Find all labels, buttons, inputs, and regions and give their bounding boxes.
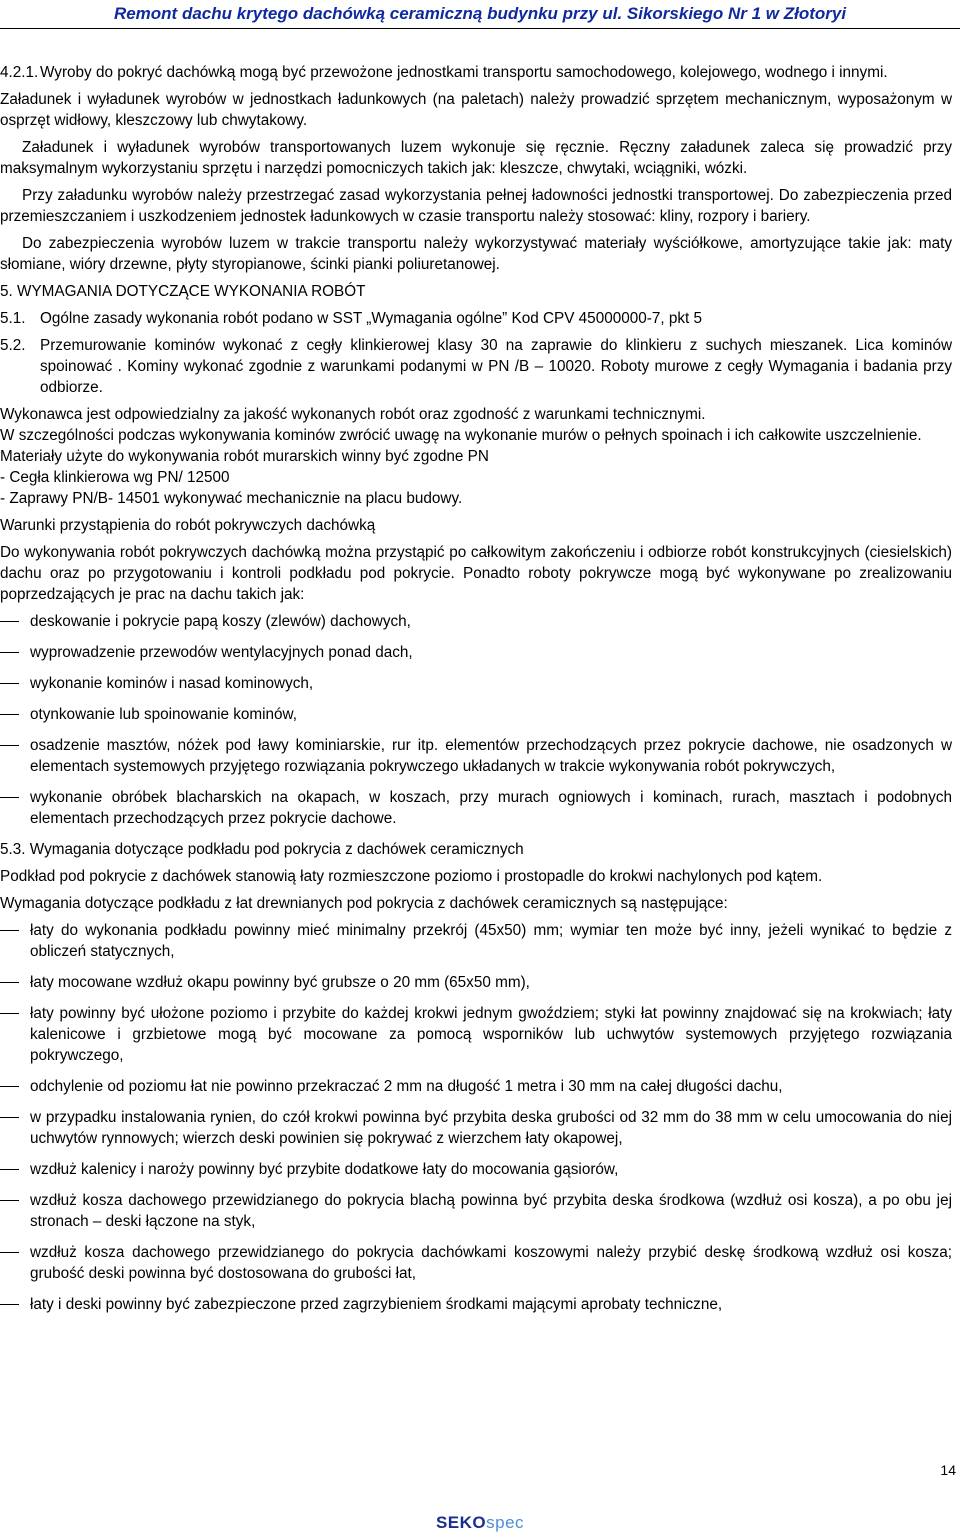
list-item-text: łaty powinny być ułożone poziomo i przybite do każdej krokwi jednym gwoździem; styki łat powinny znajdować się na krokwiach; łaty kalenicowe i grzbietowe mogą być mocowane za pomocą wsporników lub uchwytów systemowych przyjętego rozwiązania pokrywczego, bbox=[30, 1005, 952, 1064]
paragraph-loose-protection: Do zabezpieczenia wyrobów luzem w trakcie transportu należy wykorzystywać materiały wyściółkowe, amortyzujące takie jak: maty słomiane, wióry drzewne, płyty styropianowe, ścinki pianki poliuretanowej. bbox=[0, 235, 952, 273]
list-item-text: wykonanie obróbek blacharskich na okapach, w koszach, przy murach ogniowych i kominach, rurach, masztach i podobnych elementach przechodzących przez pokrycie dachowe. bbox=[30, 789, 952, 827]
section-5-3-heading: 5.3. Wymagania dotyczące podkładu pod pokrycia z dachówek ceramicznych bbox=[0, 841, 524, 858]
document-header-title: Remont dachu krytego dachówką ceramiczną budynku przy ul. Sikorskiego Nr 1 w Złotoryi bbox=[113, 4, 847, 23]
dash-bullet bbox=[0, 920, 30, 962]
dash-bullet bbox=[0, 1159, 30, 1180]
dash-bullet bbox=[0, 673, 30, 694]
section-number: 4.2.1. bbox=[0, 64, 39, 81]
list-item-text: osadzenie masztów, nóżek pod ławy kominiarskie, rur itp. elementów przechodzących przez pokrycie dachowe, nie osadzonych w elementach systemowych przyjętego rozwiązania pokrywczego układanych w trakcie wykonywania robót pokrywczych, bbox=[30, 737, 952, 775]
roofing-conditions-heading: Warunki przystąpienia do robót pokrywczych dachówką bbox=[0, 517, 376, 534]
paragraph-roofing-conditions: Do wykonywania robót pokrywczych dachówką można przystąpić po całkowitym zakończeniu i odbiorze robót konstrukcyjnych (ciesielskich) dachu oraz po przygotowaniu i kontroli podkładu pod pokrycie. Ponadto roboty pokrywcze mogą być wykonywane po zrealizowaniu poprzedzających je prac na dachu takich jak: bbox=[0, 544, 952, 603]
list-item-text: odchylenie od poziomu łat nie powinno przekraczać 2 mm na długość 1 metra i 30 mm na całej długości dachu, bbox=[30, 1078, 783, 1095]
list-item bbox=[0, 1190, 952, 1232]
paragraph-loading-capacity: Przy załadunku wyrobów należy przestrzegać zasad wykorzystania pełnej ładowności jednostki transportowej. Do zabezpieczenia przed przemieszczaniem i uszkodzeniem jednostek ładunkowych w czasie transportu należy stosować: kliny, rozpory i bariery. bbox=[0, 187, 952, 225]
list-item-text: w przypadku instalowania rynien, do czół krokwi powinna być przybita deska grubości od 32 mm do 38 mm w celu umocowania do niej uchwytów rynnowych; wierzch deski powinien się pokrywać z wierzchem łaty okapowej, bbox=[30, 1109, 952, 1147]
list-item-text: deskowanie i pokrycie papą koszy (zlewów) dachowych, bbox=[30, 613, 411, 630]
dash-bullet bbox=[0, 1003, 30, 1066]
section-number: 5.1. bbox=[0, 310, 26, 327]
list-item bbox=[0, 673, 952, 694]
dash-bullet bbox=[0, 972, 30, 993]
page-number: 14 bbox=[940, 1462, 956, 1478]
list-item bbox=[0, 1076, 952, 1097]
dash-bullet bbox=[0, 642, 30, 663]
dash-bullet bbox=[0, 611, 30, 632]
section-number: 5.2. bbox=[0, 337, 26, 354]
list-item bbox=[0, 1159, 952, 1180]
dash-bullet bbox=[0, 1242, 30, 1284]
logo-part-2: spec bbox=[486, 1513, 525, 1532]
list-item-text: wyprowadzenie przewodów wentylacyjnych ponad dach, bbox=[30, 644, 413, 661]
list-preceding-works bbox=[0, 611, 952, 829]
paragraph-loading-manual: Załadunek i wyładunek wyrobów transportowanych luzem wykonuje się ręcznie. Ręczny załadunek zaleca się prowadzić przy maksymalnym wykorzystaniu sprzętu i narzędzi pomocniczych takich jak: kleszcze, chwytaki, wciągniki, wózki. bbox=[0, 139, 952, 177]
list-item bbox=[0, 704, 952, 725]
list-item-text: wykonanie kominów i nasad kominowych, bbox=[30, 675, 314, 692]
paragraph-materials: Materiały użyte do wykonywania robót murarskich winny być zgodne PN bbox=[0, 448, 489, 465]
paragraph-requirements: Wymagania dotyczące podkładu z łat drewnianych pod pokrycia z dachówek ceramicznych są następujące: bbox=[0, 895, 728, 912]
list-item-text: wzdłuż kalenicy i naroży powinny być przybite dodatkowe łaty do mocowania gąsiorów, bbox=[30, 1161, 619, 1178]
list-batten-requirements bbox=[0, 920, 952, 1315]
dash-bullet bbox=[0, 1076, 30, 1097]
list-item-text: otynkowanie lub spoinowanie kominów, bbox=[30, 706, 298, 723]
list-item bbox=[0, 611, 952, 632]
dash-bullet bbox=[0, 704, 30, 725]
list-item bbox=[0, 735, 952, 777]
list-item bbox=[0, 1107, 952, 1149]
paragraph-brick: - Cegła klinkierowa wg PN/ 12500 bbox=[0, 469, 230, 486]
document-body bbox=[0, 62, 952, 1325]
paragraph-underlay: Podkład pod pokrycie z dachówek stanowią łaty rozmieszczone poziomo i prostopadle do krokwi nachylonych pod kątem. bbox=[0, 868, 823, 885]
dash-bullet bbox=[0, 735, 30, 777]
dash-bullet bbox=[0, 1190, 30, 1232]
company-logo bbox=[0, 1513, 960, 1533]
list-item bbox=[0, 1242, 952, 1284]
list-item bbox=[0, 787, 952, 829]
section-5-1 bbox=[0, 308, 952, 329]
paragraph-contractor: Wykonawca jest odpowiedzialny za jakość wykonanych robót oraz zgodność z warunkami technicznymi. bbox=[0, 406, 706, 423]
logo-part-1: SEKO bbox=[435, 1513, 487, 1532]
list-item-text: łaty i deski powinny być zabezpieczone przed zagrzybieniem środkami mającymi aprobaty techniczne, bbox=[30, 1296, 723, 1313]
paragraph-mortar: - Zaprawy PN/B- 14501 wykonywać mechanicznie na placu budowy. bbox=[0, 490, 463, 507]
list-item-text: łaty mocowane wzdłuż okapu powinny być grubsze o 20 mm (65x50 mm), bbox=[30, 974, 530, 991]
section-5-heading: 5. WYMAGANIA DOTYCZĄCE WYKONANIA ROBÓT bbox=[0, 283, 366, 300]
section-text: Przemurowanie kominów wykonać z cegły klinkierowej klasy 30 na zaprawie do klinkieru z suchych mieszanek. Lica kominów spoinować . Kominy wykonać zgodnie z warunkami podanymi w PN /B – 10020. Roboty murowe z cegły Wymagania i badania przy odbiorze. bbox=[40, 337, 952, 396]
section-text: Wyroby do pokryć dachówką mogą być przewożone jednostkami transportu samochodowego, kolejowego, wodnego i innymi. bbox=[40, 64, 888, 81]
paragraph-loading-pallets: Załadunek i wyładunek wyrobów w jednostkach ładunkowych (na paletach) należy prowadzić sprzętem mechanicznym, wyposażonym w osprzęt widłowy, kleszczowy lub chwytakowy. bbox=[0, 91, 952, 129]
list-item bbox=[0, 972, 952, 993]
list-item bbox=[0, 1294, 952, 1315]
dash-bullet bbox=[0, 787, 30, 829]
section-text: Ogólne zasady wykonania robót podano w SST „Wymagania ogólne” Kod CPV 45000000-7, pkt 5 bbox=[40, 310, 703, 327]
header-divider bbox=[0, 28, 960, 29]
list-item bbox=[0, 1003, 952, 1066]
section-5-2 bbox=[0, 335, 952, 398]
dash-bullet bbox=[0, 1107, 30, 1149]
list-item-text: wzdłuż kosza dachowego przewidzianego do pokrycia dachówkami koszowymi należy przybić deskę środkową wzdłuż osi kosza; grubość deski powinna być dostosowana do grubości łat, bbox=[30, 1244, 952, 1282]
list-item bbox=[0, 920, 952, 962]
section-4-2-1 bbox=[0, 62, 952, 83]
list-item-text: łaty do wykonania podkładu powinny mieć minimalny przekrój (45x50) mm; wymiar ten może być inny, jeżeli wynikać to będzie z obliczeń statycznych, bbox=[30, 922, 952, 960]
paragraph-chimney-joints: W szczególności podczas wykonywania kominów zwrócić uwagę na wykonanie murów o pełnych spoinach i ich całkowite uszczelnienie. bbox=[0, 427, 922, 444]
list-item bbox=[0, 642, 952, 663]
list-item-text: wzdłuż kosza dachowego przewidzianego do pokrycia blachą powinna być przybita deska środkowa (wzdłuż osi kosza), a po obu jej stronach – deski łączone na styk, bbox=[30, 1192, 952, 1230]
dash-bullet bbox=[0, 1294, 30, 1315]
